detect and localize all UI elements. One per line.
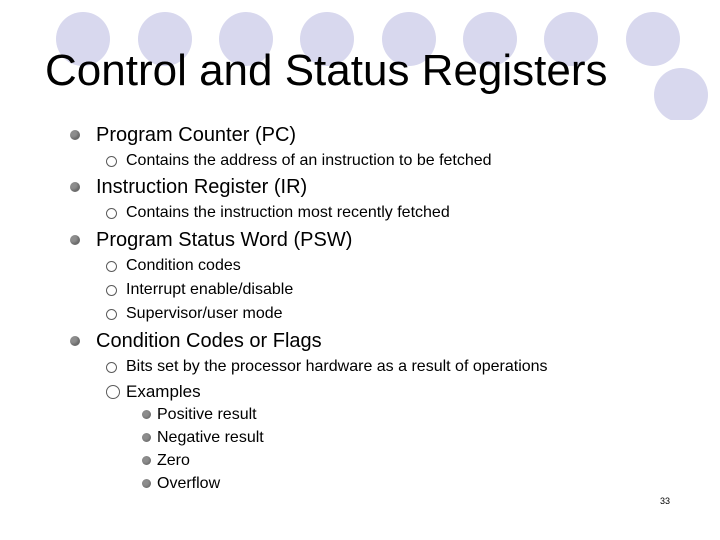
hollow-bullet-icon: [106, 309, 117, 320]
sub-bullet-text: Bits set by the processor hardware as a result of operations: [126, 358, 548, 375]
sub-bullet-pc-description: [106, 151, 492, 171]
bullet-text: Program Counter (PC): [96, 124, 297, 146]
sub-bullet-ir-description: [106, 203, 450, 223]
slide-title: Control and Status Registers: [45, 46, 608, 95]
bullet-text: Program Status Word (PSW): [96, 229, 353, 251]
example-text: Overflow: [157, 475, 221, 492]
sub-bullet-text: Examples: [126, 382, 201, 401]
sub-bullet-text: Interrupt enable/disable: [126, 281, 294, 298]
hollow-bullet-icon: [106, 208, 117, 219]
hollow-bullet-icon: [106, 261, 117, 272]
bullet-program-status-word: [70, 228, 352, 252]
bullet-icon: [142, 433, 151, 442]
example-positive-result: [142, 405, 257, 425]
hollow-bullet-icon: [106, 362, 117, 373]
sub-bullet-supervisor-mode: [106, 304, 283, 324]
bullet-icon: [142, 410, 151, 419]
sub-bullet-examples: [106, 381, 201, 403]
bullet-program-counter: [70, 123, 296, 147]
bullet-icon: [70, 130, 80, 140]
sub-bullet-interrupt-enable: [106, 280, 293, 300]
example-text: Negative result: [157, 429, 264, 446]
bullet-text: Instruction Register (IR): [96, 176, 308, 198]
bullet-condition-codes-flags: [70, 329, 322, 353]
bullet-text: Condition Codes or Flags: [96, 330, 322, 352]
bullet-icon: [70, 182, 80, 192]
example-text: Positive result: [157, 406, 257, 423]
sub-bullet-text: Supervisor/user mode: [126, 305, 283, 322]
example-negative-result: [142, 428, 264, 448]
hollow-bullet-icon: [106, 385, 120, 399]
sub-bullet-text: Contains the instruction most recently fetched: [126, 204, 450, 221]
example-zero: [142, 451, 190, 471]
sub-bullet-text: Condition codes: [126, 257, 241, 274]
bullet-icon: [142, 479, 151, 488]
page-number: 33: [660, 496, 671, 506]
sub-bullet-bits-set: [106, 357, 548, 377]
bullet-icon: [70, 235, 80, 245]
bullet-icon: [142, 456, 151, 465]
hollow-bullet-icon: [106, 285, 117, 296]
bullet-instruction-register: [70, 175, 307, 199]
hollow-bullet-icon: [106, 156, 117, 167]
sub-bullet-condition-codes: [106, 256, 241, 276]
example-text: Zero: [157, 452, 190, 469]
sub-bullet-text: Contains the address of an instruction to be fetched: [126, 152, 492, 169]
bullet-icon: [70, 336, 80, 346]
example-overflow: [142, 474, 220, 494]
